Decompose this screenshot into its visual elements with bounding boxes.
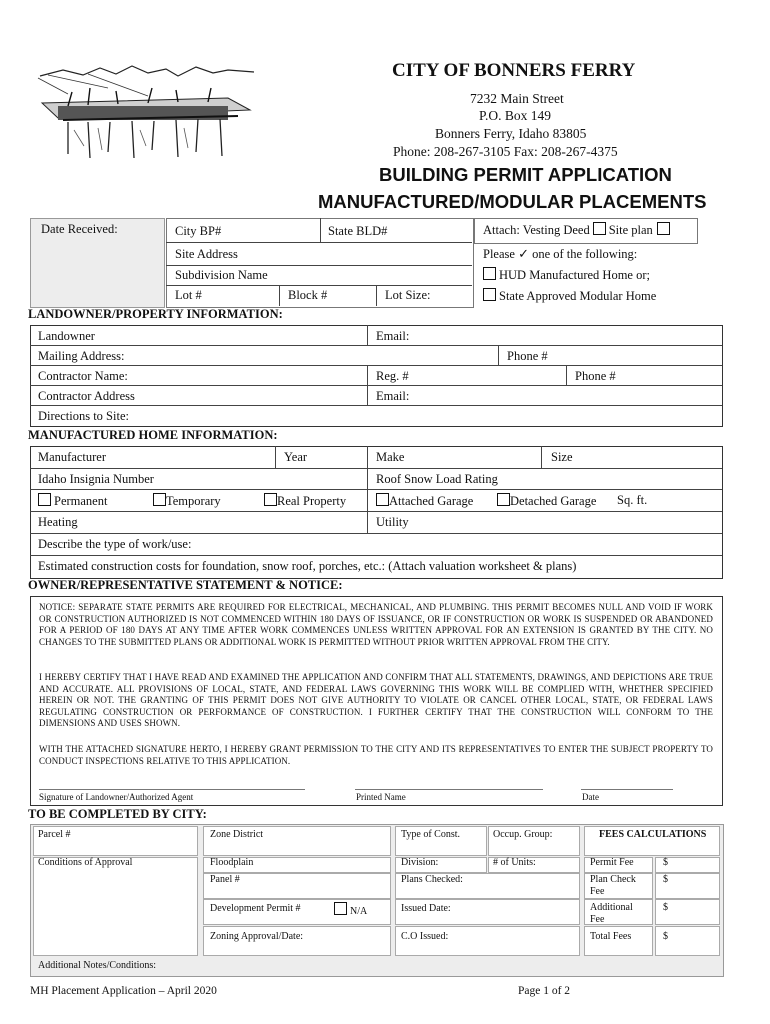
heating-field[interactable]: Heating <box>38 515 78 529</box>
checkmark-icon: ✓ <box>518 247 529 262</box>
na-option <box>334 902 367 917</box>
form-title-line-1: BUILDING PERMIT APPLICATION <box>379 164 672 185</box>
units-field[interactable]: # of Units: <box>493 857 536 868</box>
subdivision-label: Subdivision Name <box>175 268 268 282</box>
total-fees-label: Total Fees <box>590 931 632 942</box>
temporary-checkbox[interactable] <box>153 493 166 506</box>
na-checkbox[interactable] <box>334 902 347 915</box>
state-bld-label: State BLD# <box>328 224 388 238</box>
address-line-3: Bonners Ferry, Idaho 83805 <box>435 126 587 141</box>
vesting-deed-label: Attach: Vesting Deed <box>483 223 590 237</box>
landowner-phone-field[interactable]: Phone # <box>507 349 548 363</box>
logo-artist-signature <box>218 142 219 147</box>
permit-fee-label: Permit Fee <box>590 857 634 868</box>
printed-name-label: Printed Name <box>356 792 406 802</box>
sqft-field[interactable]: Sq. ft. <box>617 493 648 507</box>
vesting-deed-checkbox[interactable] <box>593 222 606 235</box>
attached-garage-checkbox[interactable] <box>376 493 389 506</box>
form-title-line-2: MANUFACTURED/MODULAR PLACEMENTS <box>318 191 707 212</box>
notice-paragraph: NOTICE: SEPARATE STATE PERMITS ARE REQUIRED FOR ELECTRICAL, MECHANICAL, AND PLUMBING. THIS PERMIT BECOMES NULL AND VOID IF WORK OR CONSTRUCTION AUTHORIZED IS NOT COMMENCED WITHIN 180 DAYS OF ISSUANCE, OR IF CONSTRUCTION OR WORK IS SUSPENDED OR ABANDONED FOR A PERIOD OF 180 DAYS AT ANY TIME AFTER WORK COMMENCES UNLESS WRITTEN APPROVAL FOR AN EXTENSION IS GRANTED BY THE CITY. NO CHANGES TO THE SUBMITTED PLANS OR ADDITIONAL WORK IS PERMITTED WITHOUT PRIOR WRITTEN APPROVAL FROM THE CITY. <box>39 602 713 647</box>
date-label: Date <box>582 792 599 802</box>
development-permit-field[interactable]: Development Permit # <box>210 903 301 914</box>
zoning-approval-field[interactable]: Zoning Approval/Date: <box>210 931 304 942</box>
modular-label: State Approved Modular Home <box>499 289 657 303</box>
mailing-address-field[interactable]: Mailing Address: <box>38 349 125 363</box>
statement-section-heading: OWNER/REPRESENTATIVE STATEMENT & NOTICE: <box>28 578 343 592</box>
temporary-label: Temporary <box>166 494 221 508</box>
temporary-option <box>153 493 221 509</box>
signature-line[interactable] <box>39 789 305 790</box>
inspection-permission-paragraph: WITH THE ATTACHED SIGNATURE HERTO, I HEREBY GRANT PERMISSION TO THE CITY AND ITS REPRESENTATIVES TO ENTER THE SUBJECT PROPERTY TO CONDUCT INSPECTIONS RELATIVE TO THIS APPLICATION. <box>39 744 713 766</box>
roof-snow-load-field[interactable]: Roof Snow Load Rating <box>376 472 498 486</box>
placement-options <box>38 493 107 509</box>
issued-date-field[interactable]: Issued Date: <box>401 903 451 914</box>
home-section-heading: MANUFACTURED HOME INFORMATION: <box>28 428 278 442</box>
additional-fee-dollar[interactable]: $ <box>663 902 668 913</box>
contractor-phone-field[interactable]: Phone # <box>575 369 616 383</box>
plan-check-fee-label-1: Plan Check <box>590 874 636 885</box>
zone-district-field[interactable]: Zone District <box>210 829 264 840</box>
additional-fee-label-1: Additional <box>590 902 633 913</box>
contractor-reg-field[interactable]: Reg. # <box>376 369 409 383</box>
lot-size-label: Lot Size: <box>385 288 431 302</box>
site-plan-checkbox[interactable] <box>657 222 670 235</box>
please-label: Please <box>483 247 515 261</box>
year-field[interactable]: Year <box>284 450 308 464</box>
date-received-label: Date Received: <box>41 222 118 236</box>
attached-garage-option <box>376 493 473 509</box>
signature-label: Signature of Landowner/Authorized Agent <box>39 792 194 802</box>
contractor-name-field[interactable]: Contractor Name: <box>38 369 128 383</box>
construction-costs-field[interactable]: Estimated construction costs for foundation, snow roof, porches, etc.: (Attach valuation worksheet & plans) <box>38 559 577 573</box>
hud-checkbox[interactable] <box>483 267 496 280</box>
floodplain-field[interactable]: Floodplain <box>210 857 254 868</box>
additional-notes-field[interactable]: Additional Notes/Conditions: <box>38 960 157 971</box>
plan-check-fee-label-2: Fee <box>590 886 605 897</box>
printed-name-line[interactable] <box>355 789 543 790</box>
insignia-field[interactable]: Idaho Insignia Number <box>38 472 154 486</box>
conditions-field[interactable]: Conditions of Approval <box>38 857 133 868</box>
real-property-checkbox[interactable] <box>264 493 277 506</box>
footer-page-number: Page 1 of 2 <box>518 985 571 997</box>
directions-field[interactable]: Directions to Site: <box>38 409 129 423</box>
real-property-option <box>264 493 346 509</box>
detached-garage-label: Detached Garage <box>510 494 597 508</box>
city-bp-label: City BP# <box>175 224 222 238</box>
plan-check-fee-dollar[interactable]: $ <box>663 874 668 885</box>
site-plan-label: Site plan <box>608 223 653 237</box>
ferry-sketch-logo <box>28 58 268 168</box>
real-property-label: Real Property <box>277 494 347 508</box>
block-label: Block # <box>288 288 328 302</box>
modular-checkbox[interactable] <box>483 288 496 301</box>
utility-field[interactable]: Utility <box>376 515 409 529</box>
hud-label: HUD Manufactured Home or; <box>499 268 650 282</box>
certification-paragraph: I HEREBY CERTIFY THAT I HAVE READ AND EXAMINED THE APPLICATION AND CONFIRM THAT ALL STATEMENTS, DRAWINGS, AND DEPICTIONS ARE TRUE AND ACCURATE. ALL PROVISIONS OF LOCAL, STATE, AND FEDERAL LAWS GOVERNING THIS WORK WILL BE COMPLIED WITH, WHETHER SPECIFIED HEREIN OR NOT. THE GRANTING OF THIS PERMIT DOES NOT GIVE AUTHORITY TO VIOLATE OR CANCEL OTHER LOCAL, STATE, OR FEDERAL LAWS REGULATING CONSTRUCTION OR PERFORMANCE OF CONSTRUCTION. I FURTHER CERTIFY THAT THE CONSTRUCTION WILL CONFORM TO THE DIMENSIONS AND USES SHOWN. <box>39 672 713 728</box>
phone-fax: Phone: 208-267-3105 Fax: 208-267-4375 <box>393 144 618 159</box>
hud-option <box>483 267 650 283</box>
fees-calculations-heading: FEES CALCULATIONS <box>599 829 707 840</box>
additional-fee-label-2: Fee <box>590 914 605 925</box>
size-field[interactable]: Size <box>551 450 573 464</box>
panel-field[interactable]: Panel # <box>210 874 240 885</box>
make-field[interactable]: Make <box>376 450 405 464</box>
na-label: N/A <box>350 906 368 917</box>
permanent-label: Permanent <box>54 494 108 508</box>
plans-checked-field[interactable]: Plans Checked: <box>401 874 463 885</box>
total-fees-dollar[interactable]: $ <box>663 931 668 942</box>
type-const-field[interactable]: Type of Const. <box>401 829 461 840</box>
landowner-email-field[interactable]: Email: <box>376 329 410 343</box>
attach-vesting-deed <box>483 222 673 238</box>
attached-garage-label: Attached Garage <box>389 494 474 508</box>
permanent-checkbox[interactable] <box>38 493 51 506</box>
permit-fee-dollar[interactable]: $ <box>663 857 668 868</box>
one-of-following-label: one of the following: <box>532 247 638 261</box>
parcel-field[interactable]: Parcel # <box>38 829 71 840</box>
modular-option <box>483 288 656 304</box>
landowner-field[interactable]: Landowner <box>38 329 95 343</box>
work-type-field[interactable]: Describe the type of work/use: <box>38 537 192 551</box>
contractor-email-field[interactable]: Email: <box>376 389 410 403</box>
date-line[interactable] <box>581 789 673 790</box>
detached-garage-option <box>497 493 596 509</box>
lot-label: Lot # <box>175 288 202 302</box>
city-use-section-heading: TO BE COMPLETED BY CITY: <box>28 807 207 821</box>
manufacturer-field[interactable]: Manufacturer <box>38 450 107 464</box>
co-issued-field[interactable]: C.O Issued: <box>401 931 449 942</box>
detached-garage-checkbox[interactable] <box>497 493 510 506</box>
division-field[interactable]: Division: <box>401 857 439 868</box>
landowner-section-heading: LANDOWNER/PROPERTY INFORMATION: <box>28 307 283 321</box>
address-line-1: 7232 Main Street <box>470 91 564 106</box>
contractor-address-field[interactable]: Contractor Address <box>38 389 135 403</box>
occup-group-field[interactable]: Occup. Group: <box>493 829 553 840</box>
footer-form-id: MH Placement Application – April 2020 <box>30 985 217 997</box>
site-address-label: Site Address <box>175 247 238 261</box>
city-name: CITY OF BONNERS FERRY <box>392 60 636 81</box>
address-line-2: P.O. Box 149 <box>479 108 552 123</box>
please-check-line <box>483 247 637 262</box>
